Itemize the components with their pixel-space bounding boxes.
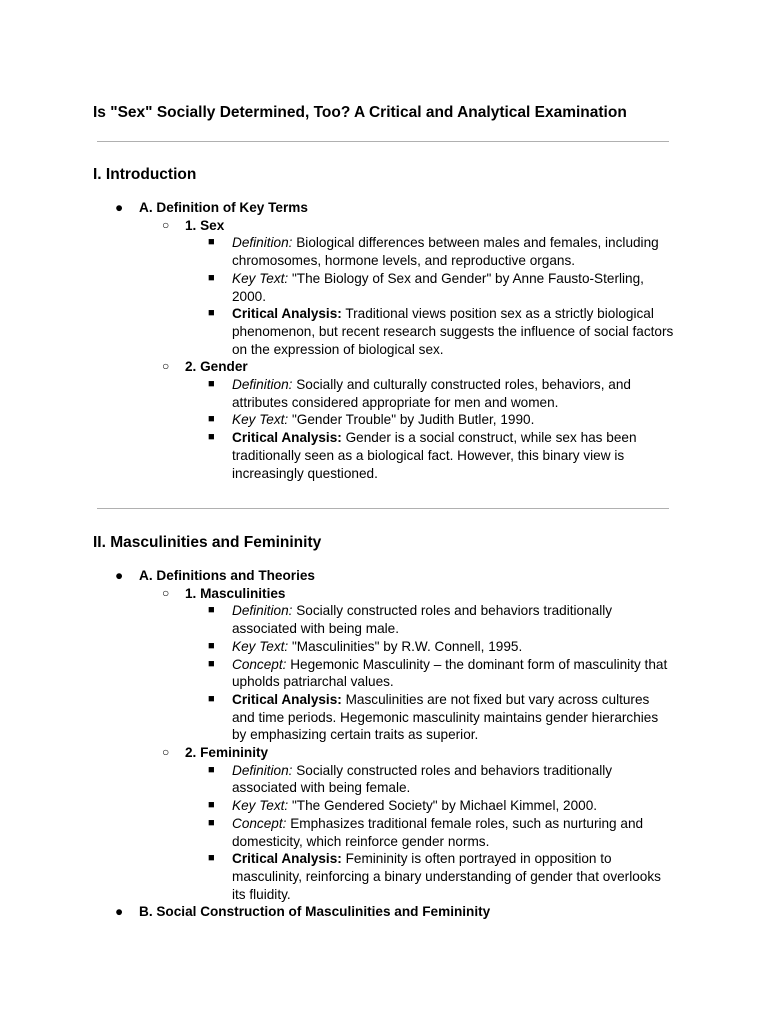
key-text-label: Key Text: <box>232 412 289 428</box>
list-item-level2 <box>0 217 768 235</box>
bullet-circle-icon: ○ <box>162 745 170 760</box>
definition-label: Definition: <box>232 377 293 393</box>
item-label: A. Definition of Key Terms <box>139 200 308 215</box>
item-label: 2. Gender <box>185 359 248 375</box>
item-text <box>232 797 674 815</box>
document-title: Is "Sex" Socially Determined, Too? A Critical and Analytical Examination <box>93 104 627 121</box>
masculinities-outline <box>0 567 768 921</box>
bullet-square-icon: ■ <box>208 236 215 249</box>
list-item-level3 <box>0 429 768 482</box>
bullet-square-icon: ■ <box>208 413 215 426</box>
bullet-disc-icon: ● <box>115 904 124 920</box>
definition-text: Socially constructed roles and behaviors traditionally associated with being male. <box>232 603 613 637</box>
bullet-disc-icon: ● <box>115 200 124 215</box>
list-item-level3 <box>0 797 768 815</box>
item-label: A. Definitions and Theories <box>139 568 315 583</box>
bullet-square-icon: ■ <box>208 431 215 444</box>
key-text: "The Biology of Sex and Gender" by Anne Fausto-Sterling, 2000. <box>232 270 644 304</box>
list-item-level3 <box>0 656 768 691</box>
item-text <box>232 411 674 429</box>
key-text-label: Key Text: <box>232 798 289 814</box>
item-label: 2. Femininity <box>185 745 269 761</box>
section-heading-introduction: I. Introduction <box>93 166 197 183</box>
horizontal-rule <box>97 508 669 509</box>
bullet-circle-icon: ○ <box>162 585 170 600</box>
item-text <box>232 270 674 305</box>
list-item-level3 <box>0 602 768 637</box>
bullet-circle-icon: ○ <box>162 217 170 232</box>
concept-text: Hegemonic Masculinity – the dominant form of masculinity that upholds patriarchal values. <box>232 656 668 690</box>
list-item-level3 <box>0 691 768 744</box>
concept-label: Concept: <box>232 656 287 672</box>
critical-analysis-label: Critical Analysis: <box>232 691 342 707</box>
concept-text: Emphasizes traditional female roles, such as nurturing and domesticity, which reinforce gender norms. <box>232 815 644 849</box>
list-item-level3 <box>0 305 768 358</box>
definition-text: Socially constructed roles and behaviors traditionally associated with being female. <box>232 762 613 796</box>
critical-analysis-text: Traditional views position sex as a strictly biological phenomenon, but recent research suggests the influence of social factors on the expression of biological sex. <box>232 306 674 357</box>
definition-label: Definition: <box>232 603 293 619</box>
item-text <box>232 602 674 637</box>
bullet-square-icon: ■ <box>208 692 215 705</box>
bullet-square-icon: ■ <box>208 271 215 284</box>
critical-analysis-text: Femininity is often portrayed in opposition to masculinity, reinforcing a binary understanding of gender that overlooks its fluidity. <box>232 851 661 902</box>
bullet-square-icon: ■ <box>208 307 215 320</box>
bullet-square-icon: ■ <box>208 657 215 670</box>
item-label: 1. Masculinities <box>185 585 286 601</box>
definition-text: Biological differences between males and females, including chromosomes, hormone levels, and reproductive organs. <box>232 235 659 269</box>
item-text <box>232 850 674 903</box>
item-label: 1. Sex <box>185 217 225 233</box>
item-label: B. Social Construction of Masculinities and Femininity <box>139 904 491 920</box>
list-item-level3 <box>0 815 768 850</box>
item-text <box>232 429 674 482</box>
list-item-level3 <box>0 376 768 411</box>
list-item-level1 <box>0 567 768 585</box>
bullet-square-icon: ■ <box>208 604 215 617</box>
bullet-square-icon: ■ <box>208 378 215 391</box>
list-item-level3 <box>0 234 768 269</box>
key-text-label: Key Text: <box>232 638 289 654</box>
concept-label: Concept: <box>232 815 287 831</box>
critical-analysis-text: Gender is a social construct, while sex has been traditionally seen as a biological fact. However, this binary view is increasingly questioned. <box>232 430 637 481</box>
critical-analysis-label: Critical Analysis: <box>232 851 342 867</box>
critical-analysis-text: Masculinities are not fixed but vary across cultures and time periods. Hegemonic masculinity maintains gender hierarchies by emphasizing certain traits as superior. <box>232 691 659 743</box>
key-text: "The Gendered Society" by Michael Kimmel, 2000. <box>291 798 598 814</box>
definition-label: Definition: <box>232 762 293 778</box>
item-text <box>232 656 674 691</box>
bullet-square-icon: ■ <box>208 639 215 652</box>
item-text <box>232 691 674 744</box>
list-item-level3 <box>0 850 768 903</box>
list-item-level2 <box>0 358 768 376</box>
list-item-level2 <box>0 744 768 762</box>
bullet-square-icon: ■ <box>208 816 215 829</box>
bullet-square-icon: ■ <box>208 799 215 812</box>
section-heading-masculinities: II. Masculinities and Femininity <box>93 534 322 551</box>
key-text: "Gender Trouble" by Judith Butler, 1990. <box>291 412 535 428</box>
item-text <box>232 305 674 358</box>
critical-analysis-label: Critical Analysis: <box>232 430 342 446</box>
key-text: "Masculinities" by R.W. Connell, 1995. <box>291 638 523 654</box>
critical-analysis-label: Critical Analysis: <box>232 306 342 322</box>
list-item-level3 <box>0 270 768 305</box>
item-text <box>232 762 674 797</box>
definition-label: Definition: <box>232 235 293 251</box>
list-item-level1 <box>0 199 768 217</box>
list-item-level3 <box>0 762 768 797</box>
bullet-circle-icon: ○ <box>162 359 170 374</box>
bullet-square-icon: ■ <box>208 763 215 776</box>
item-text <box>232 815 674 850</box>
introduction-outline <box>0 199 768 482</box>
item-text <box>232 376 674 411</box>
list-item-level3 <box>0 411 768 429</box>
item-text <box>232 638 674 656</box>
item-text <box>232 234 674 269</box>
definition-text: Socially and culturally constructed roles, behaviors, and attributes considered appropriate for men and women. <box>232 377 631 410</box>
key-text-label: Key Text: <box>232 270 289 286</box>
list-item-level2 <box>0 585 768 603</box>
list-item-level1 <box>0 903 768 921</box>
bullet-square-icon: ■ <box>208 852 215 865</box>
horizontal-rule <box>97 141 669 142</box>
bullet-disc-icon: ● <box>115 568 124 583</box>
list-item-level3 <box>0 638 768 656</box>
